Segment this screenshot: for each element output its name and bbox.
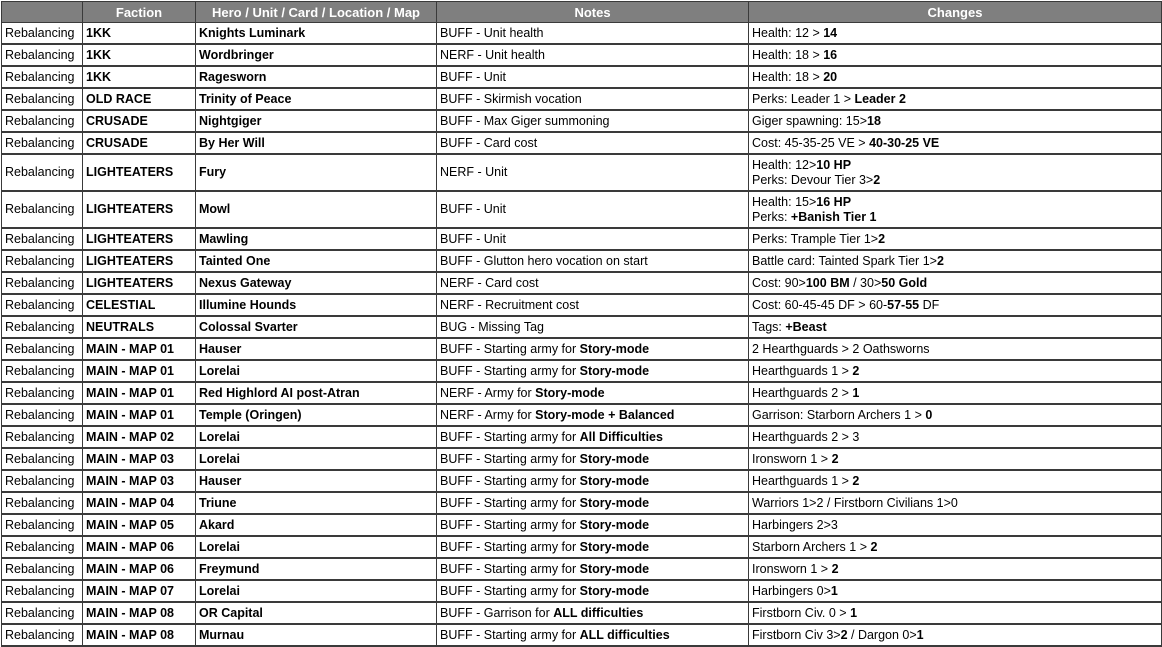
cell-faction: LIGHTEATERS [83,250,196,272]
cell-changes [749,44,1162,66]
table-row [2,470,1162,492]
header-changes: Changes [749,2,1162,23]
cell-notes [437,536,749,558]
changes-segment: 40-30-25 VE [869,135,940,150]
cell-subject: Temple (Oringen) [196,404,437,426]
cell-subject: Nexus Gateway [196,272,437,294]
cell-faction: LIGHTEATERS [83,191,196,228]
changes-segment: Perks: [752,209,791,224]
notes-segment: Story-mode [535,385,605,400]
cell-changes [749,338,1162,360]
cell-faction: OLD RACE [83,88,196,110]
cell-notes [437,154,749,191]
changes-segment: Tags: [752,319,786,334]
cell-subject: OR Capital [196,602,437,624]
changes-line [752,158,1158,173]
header-subject: Hero / Unit / Card / Location / Map [196,2,437,23]
changes-segment: Leader 2 [854,91,906,106]
table-row [2,132,1162,154]
cell-changes [749,191,1162,228]
cell-type: Rebalancing [2,492,83,514]
cell-subject: Akard [196,514,437,536]
table-row [2,514,1162,536]
cell-changes [749,404,1162,426]
changes-segment: Perks: Devour Tier 3> [752,172,874,187]
changes-line [752,386,1158,401]
notes-segment: BUFF - Starting army for [440,583,580,598]
changes-segment: Health: 15> [752,194,817,209]
cell-notes [437,110,749,132]
cell-subject: Hauser [196,338,437,360]
notes-segment: BUFF - Starting army for [440,495,580,510]
notes-segment: ALL difficulties [579,627,670,642]
notes-segment: NERF - Unit health [440,47,545,62]
changes-segment: Health: 18 > [752,47,824,62]
changes-line [752,136,1158,151]
changes-line [752,584,1158,599]
changes-segment: +Banish Tier 1 [790,209,877,224]
cell-subject: Lorelai [196,448,437,470]
changes-segment: 20 [823,69,838,84]
changes-segment: Battle card: Tainted Spark Tier 1> [752,253,937,268]
changes-segment: Warriors 1>2 / Firstborn Civilians 1>0 [752,495,958,510]
cell-subject: Lorelai [196,580,437,602]
changes-segment: Hearthguards 1 > [752,363,853,378]
table-row [2,154,1162,191]
table-row [2,88,1162,110]
table-row [2,191,1162,228]
changes-line [752,606,1158,621]
table-row [2,110,1162,132]
cell-notes [437,338,749,360]
cell-notes [437,624,749,646]
header-faction: Faction [83,2,196,23]
cell-changes [749,228,1162,250]
table-body [2,23,1162,647]
cell-type: Rebalancing [2,88,83,110]
changes-line [752,195,1158,210]
cell-subject: Tainted One [196,250,437,272]
notes-segment: BUFF - Starting army for [440,539,580,554]
notes-segment: Story-mode [579,583,650,598]
cell-changes [749,316,1162,338]
changes-segment: 2 [852,363,860,378]
notes-segment: Story-mode + Balanced [535,407,675,422]
changes-segment: / 30> [849,275,882,290]
cell-type: Rebalancing [2,558,83,580]
cell-faction: MAIN - MAP 06 [83,536,196,558]
cell-subject: Hauser [196,470,437,492]
cell-type: Rebalancing [2,404,83,426]
changes-segment: Health: 18 > [752,69,824,84]
notes-segment: BUFF - Garrison for [440,605,554,620]
notes-segment: BUFF - Unit [440,69,506,84]
changes-segment: 100 BM [805,275,850,290]
table-row [2,536,1162,558]
cell-subject: Lorelai [196,536,437,558]
cell-subject: Trinity of Peace [196,88,437,110]
changes-line [752,26,1158,41]
changes-segment: Harbingers 2>3 [752,517,838,532]
cell-changes [749,88,1162,110]
changes-segment: 2 [936,253,944,268]
cell-notes [437,132,749,154]
cell-subject: Mowl [196,191,437,228]
cell-type: Rebalancing [2,448,83,470]
cell-faction: MAIN - MAP 05 [83,514,196,536]
notes-segment: BUFF - Card cost [440,135,538,150]
table-row [2,382,1162,404]
cell-changes [749,23,1162,45]
notes-segment: Story-mode [579,341,650,356]
cell-faction: MAIN - MAP 03 [83,470,196,492]
changes-line [752,452,1158,467]
cell-type: Rebalancing [2,44,83,66]
notes-segment: BUG - Missing Tag [440,319,544,334]
changes-segment: Hearthguards 2 > 3 [752,429,860,444]
table-row [2,228,1162,250]
cell-notes [437,514,749,536]
cell-subject: Freymund [196,558,437,580]
cell-faction: NEUTRALS [83,316,196,338]
notes-segment: BUFF - Max Giger summoning [440,113,610,128]
cell-faction: LIGHTEATERS [83,154,196,191]
changes-segment: 10 HP [816,157,852,172]
cell-type: Rebalancing [2,191,83,228]
table-row [2,23,1162,45]
notes-segment: Story-mode [579,451,650,466]
notes-segment: Story-mode [579,539,650,554]
cell-subject: Colossal Svarter [196,316,437,338]
cell-notes [437,191,749,228]
cell-type: Rebalancing [2,426,83,448]
cell-type: Rebalancing [2,470,83,492]
changes-segment: 2 [852,473,860,488]
cell-subject: Murnau [196,624,437,646]
cell-changes [749,536,1162,558]
cell-faction: MAIN - MAP 01 [83,382,196,404]
changes-line [752,114,1158,129]
changes-segment: / Dargon 0> [847,627,917,642]
changes-line [752,474,1158,489]
changes-line [752,70,1158,85]
cell-faction: 1KK [83,66,196,88]
cell-type: Rebalancing [2,250,83,272]
changes-segment: Perks: Leader 1 > [752,91,855,106]
changes-line [752,320,1158,335]
cell-notes [437,316,749,338]
cell-notes [437,294,749,316]
notes-segment: Story-mode [579,473,650,488]
notes-segment: BUFF - Starting army for [440,429,580,444]
cell-type: Rebalancing [2,624,83,646]
cell-faction: 1KK [83,44,196,66]
table-row [2,404,1162,426]
notes-segment: BUFF - Starting army for [440,517,580,532]
cell-type: Rebalancing [2,514,83,536]
changes-line [752,48,1158,63]
changes-line [752,540,1158,555]
notes-segment: BUFF - Starting army for [440,363,580,378]
changes-line [752,364,1158,379]
cell-notes [437,23,749,45]
cell-subject: By Her Will [196,132,437,154]
changes-segment: 1 [850,605,858,620]
changes-segment: Cost: 60-45-45 DF > 60- [752,297,888,312]
cell-notes [437,360,749,382]
cell-changes [749,602,1162,624]
cell-changes [749,272,1162,294]
changes-segment: Perks: Trample Tier 1> [752,231,879,246]
notes-segment: NERF - Army for [440,407,536,422]
changes-segment: Cost: 90> [752,275,806,290]
notes-segment: Story-mode [579,363,650,378]
notes-segment: NERF - Unit [440,165,508,179]
changes-line [752,173,1158,188]
changes-segment: DF [919,297,940,312]
cell-faction: MAIN - MAP 06 [83,558,196,580]
cell-faction: LIGHTEATERS [83,228,196,250]
cell-notes [437,448,749,470]
changes-segment: Garrison: Starborn Archers 1 > [752,407,926,422]
cell-faction: MAIN - MAP 01 [83,360,196,382]
cell-subject: Ragesworn [196,66,437,88]
patch-notes-table [1,1,1162,647]
cell-notes [437,382,749,404]
changes-segment: Starborn Archers 1 > [752,539,871,554]
cell-notes [437,66,749,88]
cell-changes [749,154,1162,191]
changes-segment: 50 Gold [881,275,928,290]
cell-changes [749,426,1162,448]
notes-segment: NERF - Army for [440,385,536,400]
changes-line [752,298,1158,313]
changes-line [752,92,1158,107]
cell-subject: Red Highlord AI post-Atran [196,382,437,404]
header-row [2,2,1162,23]
cell-notes [437,492,749,514]
cell-subject: Fury [196,154,437,191]
cell-faction: MAIN - MAP 01 [83,404,196,426]
table-row [2,360,1162,382]
changes-segment: 2 [878,231,886,246]
cell-notes [437,44,749,66]
changes-line [752,408,1158,423]
changes-segment: Harbingers 0> [752,583,831,598]
changes-segment: 57-55 [887,297,920,312]
cell-type: Rebalancing [2,602,83,624]
cell-type: Rebalancing [2,23,83,45]
notes-segment: BUFF - Starting army for [440,561,580,576]
cell-notes [437,228,749,250]
cell-subject: Wordbringer [196,44,437,66]
cell-faction: CRUSADE [83,110,196,132]
table-row [2,580,1162,602]
notes-segment: BUFF - Unit [440,231,506,246]
cell-subject: Nightgiger [196,110,437,132]
changes-segment: 2 [870,539,878,554]
cell-subject: Triune [196,492,437,514]
cell-type: Rebalancing [2,580,83,602]
cell-subject: Lorelai [196,360,437,382]
cell-changes [749,110,1162,132]
notes-segment: BUFF - Starting army for [440,627,580,642]
changes-line [752,562,1158,577]
changes-segment: Firstborn Civ 3> [752,627,841,642]
cell-faction: MAIN - MAP 02 [83,426,196,448]
changes-line [752,342,1158,357]
cell-type: Rebalancing [2,154,83,191]
table-row [2,624,1162,646]
cell-faction: MAIN - MAP 04 [83,492,196,514]
cell-type: Rebalancing [2,228,83,250]
cell-faction: MAIN - MAP 08 [83,602,196,624]
cell-type: Rebalancing [2,66,83,88]
cell-type: Rebalancing [2,110,83,132]
cell-changes [749,514,1162,536]
cell-faction: MAIN - MAP 01 [83,338,196,360]
changes-segment: Cost: 45-35-25 VE > [752,135,870,150]
table-row [2,448,1162,470]
notes-segment: BUFF - Skirmish vocation [440,91,582,106]
changes-segment: Health: 12> [752,157,817,172]
changes-line [752,518,1158,533]
cell-subject: Lorelai [196,426,437,448]
cell-faction: 1KK [83,23,196,45]
changes-segment: Hearthguards 1 > [752,473,853,488]
notes-segment: Story-mode [579,495,650,510]
cell-changes [749,558,1162,580]
cell-changes [749,66,1162,88]
cell-type: Rebalancing [2,536,83,558]
changes-line [752,232,1158,247]
cell-changes [749,132,1162,154]
changes-segment: Ironsworn 1 > [752,451,832,466]
changes-line [752,628,1158,643]
cell-type: Rebalancing [2,272,83,294]
cell-subject: Mawling [196,228,437,250]
changes-segment: 2 [831,451,839,466]
cell-type: Rebalancing [2,132,83,154]
changes-segment: Hearthguards 2 > [752,385,853,400]
notes-segment: NERF - Recruitment cost [440,297,579,312]
changes-segment: 2 [873,172,881,187]
cell-notes [437,404,749,426]
changes-segment: +Beast [785,319,827,334]
notes-segment: BUFF - Glutton hero vocation on start [440,253,648,268]
table-row [2,66,1162,88]
changes-segment: 1 [830,583,838,598]
cell-changes [749,448,1162,470]
notes-segment: BUFF - Starting army for [440,341,580,356]
changes-segment: 0 [925,407,933,422]
changes-segment: 16 [823,47,838,62]
table-row [2,316,1162,338]
table-row [2,426,1162,448]
cell-subject: Knights Luminark [196,23,437,45]
notes-segment: All Difficulties [579,429,663,444]
cell-changes [749,624,1162,646]
cell-changes [749,250,1162,272]
cell-faction: MAIN - MAP 03 [83,448,196,470]
cell-notes [437,470,749,492]
changes-segment: Giger spawning: 15> [752,113,868,128]
changes-line [752,276,1158,291]
notes-segment: ALL difficulties [553,605,644,620]
notes-segment: BUFF - Unit health [440,25,544,40]
table-row [2,338,1162,360]
header-type [2,2,83,23]
changes-segment: 16 HP [816,194,852,209]
notes-segment: BUFF - Starting army for [440,451,580,466]
notes-segment: NERF - Card cost [440,275,539,290]
notes-segment: BUFF - Unit [440,202,506,216]
cell-changes [749,580,1162,602]
changes-segment: 2 Hearthguards > 2 Oathsworns [752,341,930,356]
notes-segment: Story-mode [579,517,650,532]
changes-line [752,254,1158,269]
changes-segment: 2 [831,561,839,576]
notes-segment: Story-mode [579,561,650,576]
changes-segment: 1 [916,627,924,642]
changes-segment: Ironsworn 1 > [752,561,832,576]
table-row [2,602,1162,624]
changes-segment: Health: 12 > [752,25,824,40]
cell-notes [437,250,749,272]
changes-segment: 2 [840,627,848,642]
cell-type: Rebalancing [2,382,83,404]
table-row [2,558,1162,580]
changes-line [752,496,1158,511]
changes-line [752,430,1158,445]
changes-segment: Firstborn Civ. 0 > [752,605,851,620]
cell-type: Rebalancing [2,316,83,338]
header-notes: Notes [437,2,749,23]
table-row [2,272,1162,294]
cell-changes [749,492,1162,514]
cell-notes [437,558,749,580]
table-row [2,250,1162,272]
changes-segment: 14 [823,25,838,40]
notes-segment: BUFF - Starting army for [440,473,580,488]
changes-line [752,210,1158,225]
cell-faction: MAIN - MAP 08 [83,624,196,646]
changes-segment: 18 [867,113,881,128]
cell-type: Rebalancing [2,338,83,360]
cell-notes [437,426,749,448]
table-row [2,492,1162,514]
cell-changes [749,360,1162,382]
changes-segment: 1 [852,385,860,400]
cell-faction: MAIN - MAP 07 [83,580,196,602]
cell-faction: CELESTIAL [83,294,196,316]
cell-notes [437,272,749,294]
table-row [2,294,1162,316]
cell-changes [749,294,1162,316]
cell-subject: Illumine Hounds [196,294,437,316]
table-row [2,44,1162,66]
cell-faction: CRUSADE [83,132,196,154]
cell-changes [749,382,1162,404]
cell-faction: LIGHTEATERS [83,272,196,294]
cell-changes [749,470,1162,492]
cell-type: Rebalancing [2,360,83,382]
cell-notes [437,580,749,602]
cell-type: Rebalancing [2,294,83,316]
cell-notes [437,602,749,624]
cell-notes [437,88,749,110]
